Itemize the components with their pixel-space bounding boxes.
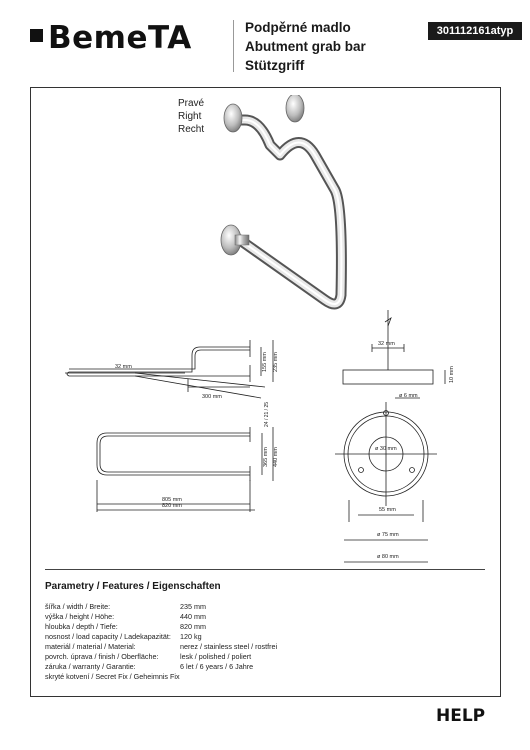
param-value: 235 mm — [180, 602, 206, 611]
param-label: nosnost / load capacity / Ladekapazität: — [45, 632, 171, 641]
title-cz: Podpěrné madlo — [245, 20, 351, 35]
logo-square-icon — [30, 29, 43, 42]
param-value: nerez / stainless steel / rostfrei — [180, 642, 278, 651]
brand-name: BemeTA — [48, 20, 192, 56]
param-label: šířka / width / Breite: — [45, 602, 111, 611]
param-label: materiál / material / Material: — [45, 642, 136, 651]
title-de: Stützgriff — [245, 58, 305, 73]
series-name: HELP — [436, 706, 486, 726]
dim-365: 365 mm — [263, 447, 269, 467]
dim-plate-32: 32 mm — [378, 341, 395, 347]
param-value: 6 let / 6 years / 6 Jahre — [180, 662, 254, 671]
dim-dia6: ø 6 mm — [399, 393, 418, 399]
parameters-separator — [45, 569, 485, 570]
orientation-de: Recht — [178, 124, 205, 135]
param-value: 120 kg — [180, 632, 202, 641]
plate-side-drawing — [335, 300, 455, 395]
product-titles — [245, 18, 366, 75]
front-view-drawing — [85, 420, 285, 570]
param-value: 440 mm — [180, 612, 206, 621]
header-divider — [233, 20, 234, 72]
param-value: lesk / polished / poliert — [180, 652, 252, 661]
dim-155: 155 mm — [262, 352, 268, 372]
param-label: hloubka / depth / Tiefe: — [45, 622, 118, 631]
dim-440: 440 mm — [273, 447, 279, 467]
parameters-title: Parametry / Features / Eigenschaften — [45, 581, 221, 592]
product-code-badge: 301112161atyp — [428, 22, 522, 40]
param-label: skryté kotvení / Secret Fix / Geheimnis Fix — [45, 672, 180, 681]
dim-300: 300 mm — [202, 394, 222, 400]
param-label: povrch. úprava / finish / Oberfläche: — [45, 652, 159, 661]
dim-805: 805 mm — [162, 497, 182, 503]
bemeta-logo — [30, 20, 220, 60]
product-photo — [205, 95, 365, 335]
orientation-label — [178, 97, 204, 136]
param-label: výška / height / Höhe: — [45, 612, 115, 621]
orientation-en: Right — [178, 111, 202, 122]
param-value: 820 mm — [180, 622, 206, 631]
dim-820: 820 mm — [162, 503, 182, 509]
dim-dia80: ø 80 mm — [377, 554, 399, 560]
dim-235: 235 mm — [273, 352, 279, 372]
dim-32: 32 mm — [115, 364, 132, 370]
param-label: záruka / warranty / Garantie: — [45, 662, 136, 671]
dim-dia75: ø 75 mm — [377, 532, 399, 538]
dim-24-21-25: 24 / 21 / 25 — [264, 401, 270, 427]
dim-dia30: ø 30 mm — [375, 446, 397, 452]
title-en: Abutment grab bar — [245, 39, 366, 54]
dim-55: 55 mm — [379, 507, 396, 513]
plate-front-drawing — [335, 390, 455, 565]
orientation-cz: Pravé — [178, 98, 205, 109]
dim-plate-10: 10 mm — [449, 366, 455, 383]
